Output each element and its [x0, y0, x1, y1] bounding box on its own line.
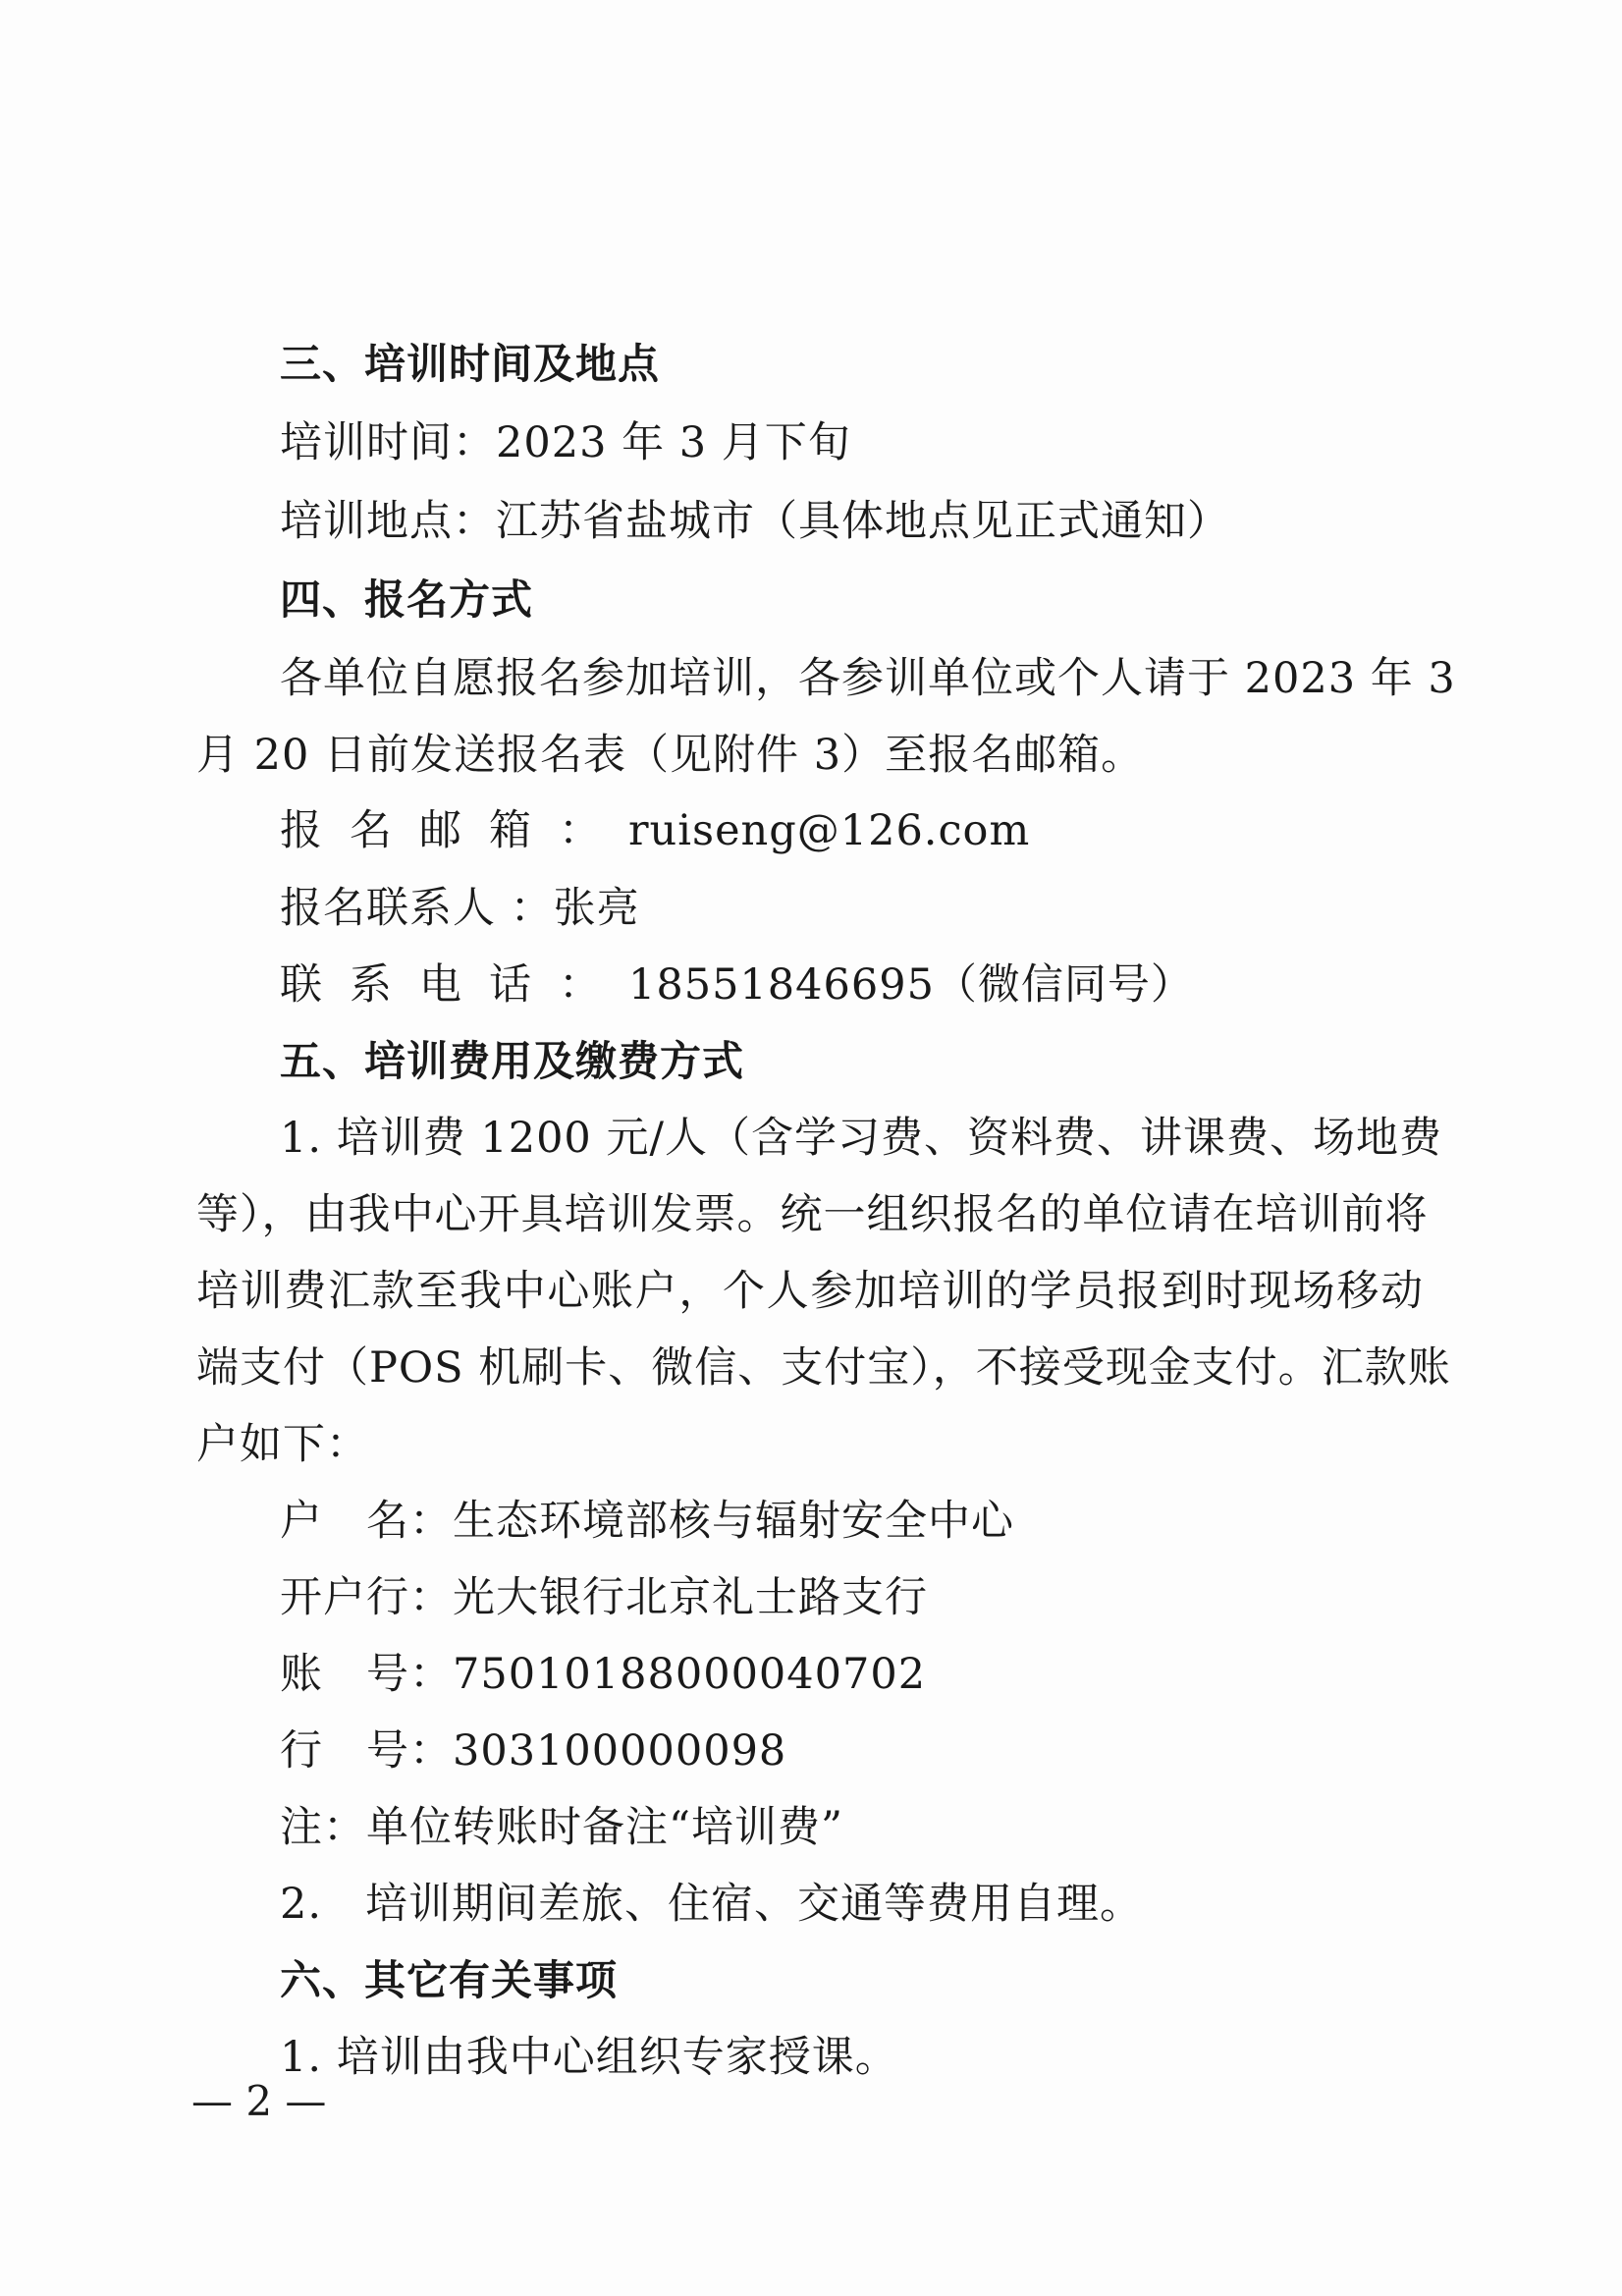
fee-paragraph-line-5: 户如下： — [196, 1420, 369, 1469]
training-place: 培训地点：江苏省盐城市（具体地点见正式通知） — [280, 497, 1230, 546]
fee-paragraph-line-4: 端支付（POS 机刷卡、微信、支付宝），不接受现金支付。汇款账 — [196, 1343, 1451, 1393]
registration-contact: 报名联系人 ：张亮 — [280, 884, 640, 933]
account-name: 户 名：生态环境部核与辐射安全中心 — [280, 1497, 1014, 1546]
fee-paragraph-line-1: 1. 培训费 1200 元/人（含学习费、资料费、讲课费、场地费 — [280, 1114, 1442, 1163]
section-6-heading: 六、其它有关事项 — [280, 1956, 619, 2004]
transfer-note: 注：单位转账时备注“培训费” — [280, 1803, 843, 1852]
registration-phone-value: 18551846695（微信同号） — [628, 960, 1194, 1010]
fee-item-2: 2. 培训期间差旅、住宿、交通等费用自理。 — [280, 1880, 1144, 1929]
registration-paragraph-line-1: 各单位自愿报名参加培训，各参训单位或个人请于 2023 年 3 — [280, 654, 1456, 703]
bank-name: 开户行：光大银行北京礼士路支行 — [280, 1573, 928, 1622]
registration-email-value: ruiseng@126.com — [628, 806, 1031, 855]
fee-paragraph-line-2: 等），由我中心开具培训发票。统一组织报名的单位请在培训前将 — [196, 1190, 1429, 1239]
training-time: 培训时间：2023 年 3 月下旬 — [280, 418, 851, 467]
registration-paragraph-line-2: 月 20 日前发送报名表（见附件 3）至报名邮箱。 — [196, 731, 1145, 780]
registration-email — [280, 803, 1030, 858]
account-number: 账 号：75010188000040702 — [280, 1650, 927, 1699]
fee-paragraph-line-3: 培训费汇款至我中心账户，个人参加培训的学员报到时现场移动 — [196, 1267, 1424, 1316]
section-4-heading: 四、报名方式 — [280, 575, 534, 624]
registration-phone — [280, 957, 1194, 1012]
bank-number: 行 号：303100000098 — [280, 1726, 787, 1776]
other-item-1: 1. 培训由我中心组织专家授课。 — [280, 2033, 898, 2082]
registration-email-label: 报名邮箱： — [280, 806, 628, 855]
registration-phone-label: 联系电话： — [280, 960, 628, 1010]
page-number: — 2 — — [191, 2077, 327, 2125]
section-5-heading: 五、培训费用及缴费方式 — [280, 1037, 745, 1085]
section-3-heading: 三、培训时间及地点 — [280, 340, 661, 388]
